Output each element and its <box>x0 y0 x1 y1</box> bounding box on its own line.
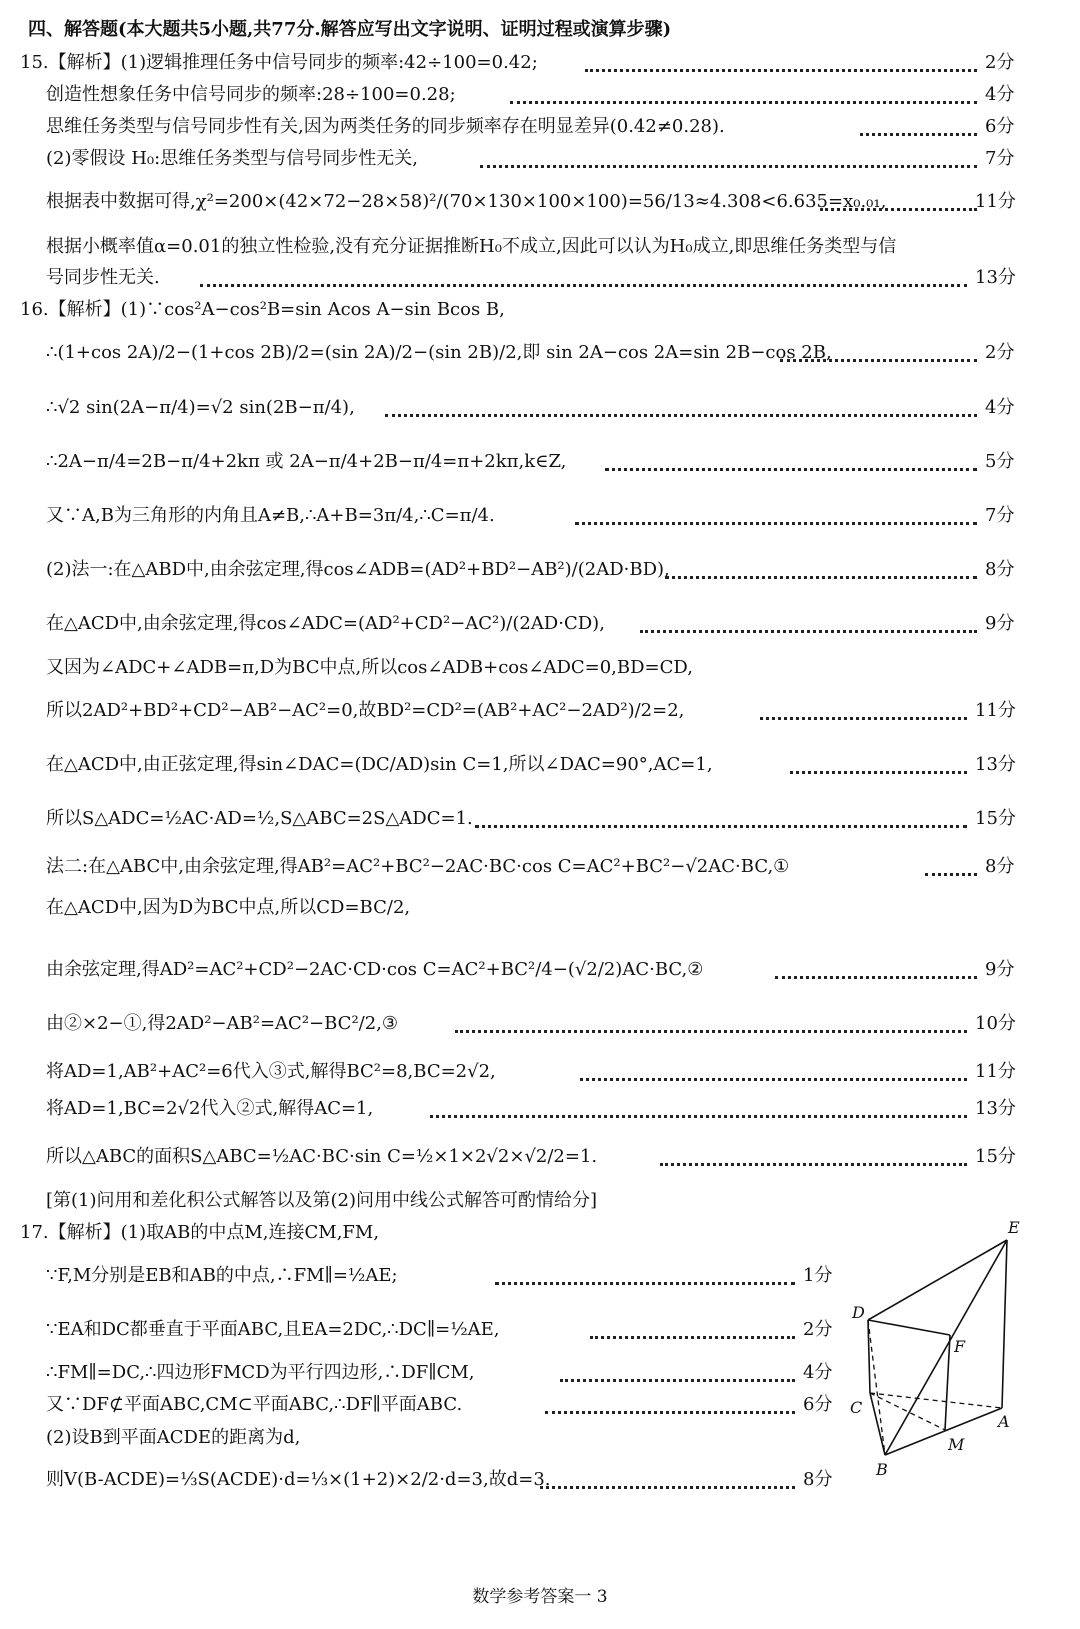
dot-leader <box>860 133 977 136</box>
score-label: 8分 <box>985 856 1015 877</box>
line-text: ∴(1+cos 2A)/2−(1+cos 2B)/2=(sin 2A)/2−(sin 2B)/2,即 sin 2A−cos 2A=sin 2B−cos 2B, <box>46 342 832 363</box>
line-text: ∵F,M分别是EB和AB的中点,∴FM∥=½AE; <box>46 1265 398 1286</box>
score-label: 2分 <box>985 52 1015 73</box>
line-text: 又∵A,B为三角形的内角且A≠B,∴A+B=3π/4,∴C=π/4. <box>46 505 495 526</box>
dot-leader <box>820 208 977 211</box>
score-label: 7分 <box>985 148 1015 169</box>
vertex-label-F: F <box>954 1337 966 1356</box>
line-text: 所以2AD²+BD²+CD²−AB²−AC²=0,故BD²=CD²=(AB²+AC²−2AD²)/2=2, <box>46 700 685 721</box>
score-label: 15分 <box>975 1146 1016 1167</box>
line-text: ∴FM∥=DC,∴四边形FMCD为平行四边形,∴DF∥CM, <box>46 1362 475 1383</box>
solution-line <box>0 388 1080 428</box>
dot-leader <box>475 825 967 828</box>
line-text: 根据小概率值α=0.01的独立性检验,没有充分证据推断H₀不成立,因此可以认为H₀成立,即思维任务类型与信 <box>46 236 897 257</box>
dot-leader <box>495 1282 795 1285</box>
solution-line <box>0 604 1080 644</box>
dot-leader <box>790 771 967 774</box>
score-label: 9分 <box>985 959 1015 980</box>
score-label: 10分 <box>975 1013 1016 1034</box>
dot-leader <box>640 630 977 633</box>
dot-leader <box>780 359 977 362</box>
edge-EA <box>1002 1240 1007 1408</box>
line-text: (2)零假设 H₀:思维任务类型与信号同步性无关, <box>46 148 418 169</box>
vertex-label-M: M <box>948 1435 965 1454</box>
line-text: 思维任务类型与信号同步性有关,因为两类任务的同步频率存在明显差异(0.42≠0.28). <box>46 116 725 137</box>
edge-CB <box>870 1393 885 1455</box>
dot-leader <box>775 976 977 979</box>
dot-leader <box>200 284 967 287</box>
dot-leader <box>455 1030 967 1033</box>
line-text: 在△ACD中,由正弦定理,得sin∠DAC=(DC/AD)sin C=1,所以∠DAC=90°,AC=1, <box>46 754 713 775</box>
dot-leader <box>925 873 977 876</box>
score-label: 13分 <box>975 754 1016 775</box>
solution-line <box>0 182 1080 222</box>
solution-line <box>0 847 1080 887</box>
line-text: 所以△ABC的面积S△ABC=½AC·BC·sin C=½×1×2√2×√2/2=1. <box>46 1146 598 1167</box>
page-footer: 数学参考答案一 3 <box>472 1587 608 1607</box>
score-label: 2分 <box>985 342 1015 363</box>
line-text: 17.【解析】(1)取AB的中点M,连接CM,FM, <box>20 1222 380 1243</box>
line-text: 在△ACD中,由余弦定理,得cos∠ADC=(AD²+CD²−AC²)/(2AD·CD), <box>46 613 605 634</box>
line-text: 将AD=1,BC=2√2代入②式,解得AC=1, <box>46 1098 374 1119</box>
score-label: 7分 <box>985 505 1015 526</box>
solution-line <box>0 1004 1080 1044</box>
vertex-label-A: A <box>998 1412 1010 1431</box>
vertex-label-E: E <box>1008 1218 1020 1237</box>
dot-leader <box>760 717 967 720</box>
solution-line <box>0 496 1080 536</box>
solution-line <box>0 1052 1080 1092</box>
line-text: ∴2A−π/4=2B−π/4+2kπ 或 2A−π/4+2B−π/4=π+2kπ,k∈Z, <box>46 451 567 472</box>
vertex-label-C: C <box>850 1398 863 1417</box>
score-label: 15分 <box>975 808 1016 829</box>
line-text: 创造性想象任务中信号同步的频率:28÷100=0.28; <box>46 84 456 105</box>
solution-line <box>0 799 1080 839</box>
score-label: 4分 <box>985 397 1015 418</box>
solution-line <box>0 550 1080 590</box>
solution-line <box>0 888 1080 928</box>
solution-line <box>0 1089 1080 1129</box>
score-label: 13分 <box>975 267 1016 288</box>
section-heading: 四、解答题(本大题共5小题,共77分.解答应写出文字说明、证明过程或演算步骤) <box>28 19 672 40</box>
solution-line <box>0 442 1080 482</box>
line-text: ∴√2 sin(2A−π/4)=√2 sin(2B−π/4), <box>46 397 355 418</box>
edge-CM-hidden <box>870 1393 945 1430</box>
line-text: 16.【解析】(1)∵cos²A−cos²B=sin Acos A−sin Bcos B, <box>20 299 505 320</box>
score-label: 8分 <box>985 559 1015 580</box>
dot-leader <box>545 1411 795 1414</box>
geometry-figure <box>840 1215 1040 1485</box>
score-label: 13分 <box>975 1098 1016 1119</box>
vertex-label-D: D <box>852 1303 865 1322</box>
solution-line <box>0 745 1080 785</box>
dot-leader <box>385 414 977 417</box>
dot-leader <box>430 1115 967 1118</box>
score-label: 5分 <box>985 451 1015 472</box>
line-text: 根据表中数据可得,χ²=200×(42×72−28×58)²/(70×130×100×100)=56/13≈4.308<6.635=x₀.₀₁, <box>46 191 887 212</box>
line-text: 法二:在△ABC中,由余弦定理,得AB²=AC²+BC²−2AC·BC·cos C=AC²+BC²−√2AC·BC,① <box>46 856 790 877</box>
score-label: 6分 <box>803 1394 833 1415</box>
line-text: 将AD=1,AB²+AC²=6代入③式,解得BC²=8,BC=2√2, <box>46 1061 496 1082</box>
score-label: 6分 <box>985 116 1015 137</box>
solution-line <box>0 290 1080 330</box>
line-text: (2)设B到平面ACDE的距离为d, <box>46 1427 301 1448</box>
line-text: [第(1)问用和差化积公式解答以及第(2)问用中线公式解答可酌情给分] <box>46 1190 598 1211</box>
dot-leader <box>590 1336 795 1339</box>
score-label: 4分 <box>985 84 1015 105</box>
dot-leader <box>580 1078 967 1081</box>
line-text: 在△ACD中,因为D为BC中点,所以CD=BC/2, <box>46 897 411 918</box>
line-text: (2)法一:在△ABD中,由余弦定理,得cos∠ADB=(AD²+BD²−AB²)/(2AD·BD), <box>46 559 670 580</box>
edge-CA-hidden <box>870 1393 1002 1408</box>
score-label: 4分 <box>803 1362 833 1383</box>
score-label: 11分 <box>975 1061 1016 1082</box>
dot-leader <box>605 468 977 471</box>
line-text: 由余弦定理,得AD²=AC²+CD²−2AC·CD·cos C=AC²+BC²/4−(√2/2)AC·BC,② <box>46 959 704 980</box>
line-text: 又因为∠ADC+∠ADB=π,D为BC中点,所以cos∠ADB+cos∠ADC=0,BD=CD, <box>46 657 693 678</box>
dot-leader <box>585 69 977 72</box>
score-label: 11分 <box>975 191 1016 212</box>
dot-leader <box>660 1163 967 1166</box>
dot-leader <box>510 101 977 104</box>
line-text: 号同步性无关. <box>46 267 160 288</box>
dot-leader <box>480 165 977 168</box>
solution-line <box>0 648 1080 688</box>
line-text: 又∵DF⊄平面ABC,CM⊂平面ABC,∴DF∥平面ABC. <box>46 1394 463 1415</box>
edge-DE <box>868 1240 1007 1320</box>
score-label: 2分 <box>803 1319 833 1340</box>
score-label: 8分 <box>803 1469 833 1490</box>
solution-line <box>0 1137 1080 1177</box>
score-label: 11分 <box>975 700 1016 721</box>
solution-line <box>0 139 1080 179</box>
dot-leader <box>575 522 977 525</box>
edge-BA <box>885 1408 1002 1455</box>
dot-leader <box>560 1379 795 1382</box>
line-text: ∵EA和DC都垂直于平面ABC,且EA=2DC,∴DC∥=½AE, <box>46 1319 500 1340</box>
solution-line <box>0 333 1080 373</box>
score-label: 9分 <box>985 613 1015 634</box>
solution-line <box>0 691 1080 731</box>
line-text: 由②×2−①,得2AD²−AB²=AC²−BC²/2,③ <box>46 1013 399 1034</box>
solution-line <box>0 950 1080 990</box>
dot-leader <box>540 1486 795 1489</box>
line-text: 所以S△ADC=½AC·AD=½,S△ABC=2S△ADC=1. <box>46 808 473 829</box>
edge-DF <box>868 1320 950 1335</box>
line-text: 则V(B-ACDE)=⅓S(ACDE)·d=⅓×(1+2)×2/2·d=3,故d=3. <box>46 1469 551 1490</box>
score-label: 1分 <box>803 1265 833 1286</box>
line-text: 15.【解析】(1)逻辑推理任务中信号同步的频率:42÷100=0.42; <box>20 52 538 73</box>
vertex-label-B: B <box>876 1460 888 1479</box>
dot-leader <box>665 576 977 579</box>
